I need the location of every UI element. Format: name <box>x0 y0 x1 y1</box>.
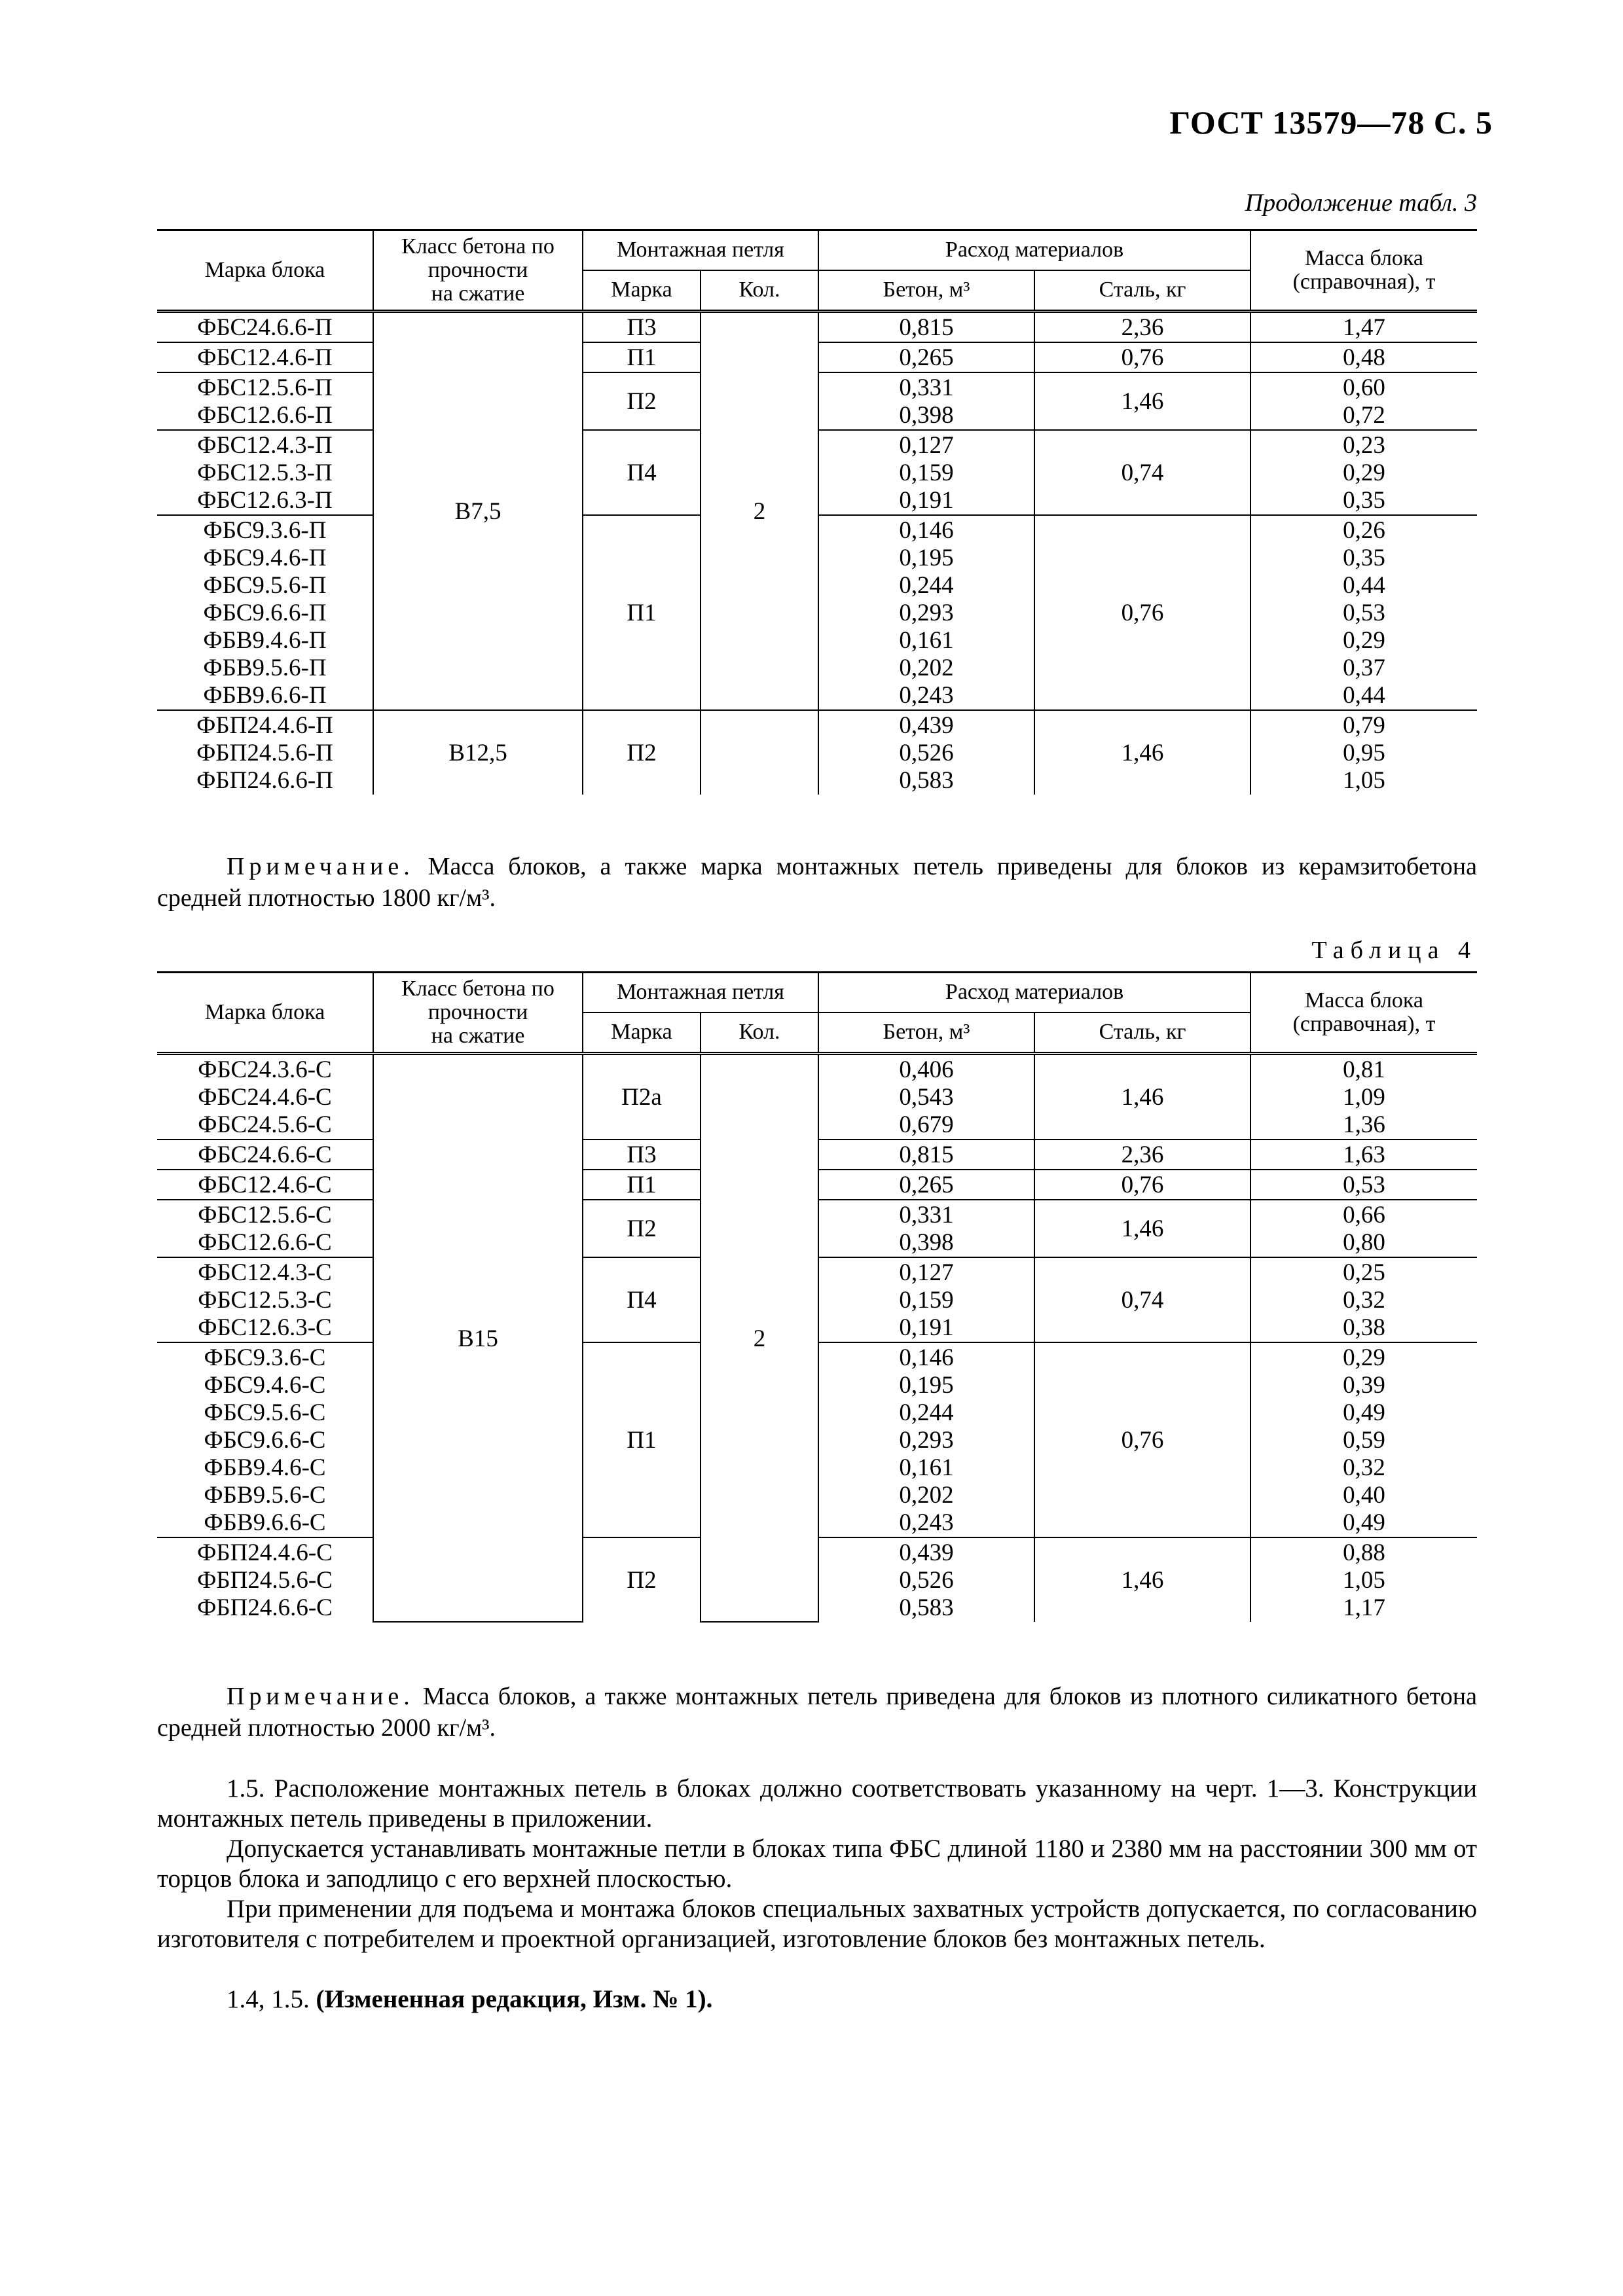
header-concrete: Бетон, м³ <box>818 270 1034 312</box>
loop-mark: П4 <box>583 430 701 515</box>
steel-value: 0,74 <box>1034 430 1250 515</box>
mass-values: 0,81 1,09 1,36 <box>1250 1054 1477 1140</box>
block-names: ФБС24.3.6-С ФБС24.4.6-С ФБС24.5.6-С <box>157 1054 373 1140</box>
block-names: ФБС12.4.6-С <box>157 1170 373 1200</box>
table3-caption: Продолжение табл. 3 <box>1245 189 1477 217</box>
concrete-values: 0,127 0,159 0,191 <box>818 1257 1034 1342</box>
mass-values: 0,48 <box>1250 342 1477 372</box>
note-text: Масса блоков, а также марка монтажных петель приведены для блоков из керамзитобетона средней плотностью 1800 кг/м³. <box>157 853 1477 912</box>
amendment-text: (Измененная редакция, Изм. № 1). <box>316 1985 713 2013</box>
concrete-values: 0,815 <box>818 312 1034 343</box>
header-block: Марка блока <box>157 973 373 1054</box>
page-header: ГОСТ 13579—78 С. 5 <box>1169 104 1493 141</box>
header-block: Марка блока <box>157 230 373 312</box>
steel-value: 1,46 <box>1034 1054 1250 1140</box>
block-names: ФБС9.3.6-С ФБС9.4.6-С ФБС9.5.6-С ФБС9.6.6-С ФБВ9.4.6-С ФБВ9.5.6-С ФБВ9.6.6-С <box>157 1342 373 1537</box>
header-loop: Монтажная петля <box>583 973 818 1013</box>
block-names: ФБП24.4.6-С ФБП24.5.6-С ФБП24.6.6-С <box>157 1537 373 1622</box>
loop-mark: П2 <box>583 710 701 795</box>
header-materials: Расход материалов <box>818 230 1250 270</box>
loop-mark: П2 <box>583 372 701 430</box>
amendment-lead: 1.4, 1.5. <box>227 1985 316 2013</box>
block-names: ФБС12.4.3-С ФБС12.5.3-С ФБС12.6.3-С <box>157 1257 373 1342</box>
header-materials: Расход материалов <box>818 973 1250 1013</box>
loop-mark: П2а <box>583 1054 701 1140</box>
concrete-values: 0,439 0,526 0,583 <box>818 710 1034 795</box>
concrete-values: 0,406 0,543 0,679 <box>818 1054 1034 1140</box>
loop-qty: 2 <box>701 1054 818 1623</box>
loop-mark: П1 <box>583 515 701 710</box>
loop-mark: П3 <box>583 312 701 343</box>
header-mass: Масса блока (справочная), т <box>1250 230 1477 312</box>
header-concrete: Бетон, м³ <box>818 1013 1034 1054</box>
concrete-values: 0,146 0,195 0,244 0,293 0,161 0,202 0,243 <box>818 1342 1034 1537</box>
note-lead: Примечание. <box>227 853 414 880</box>
mass-values: 1,63 <box>1250 1139 1477 1170</box>
concrete-values: 0,146 0,195 0,244 0,293 0,161 0,202 0,243 <box>818 515 1034 710</box>
steel-value: 1,46 <box>1034 1200 1250 1257</box>
header-loop-qty: Кол. <box>701 270 818 312</box>
loop-qty <box>701 710 818 795</box>
block-names: ФБС12.4.3-П ФБС12.5.3-П ФБС12.6.3-П <box>157 430 373 515</box>
block-names: ФБС9.3.6-П ФБС9.4.6-П ФБС9.5.6-П ФБС9.6.6-П ФБВ9.4.6-П ФБВ9.5.6-П ФБВ9.6.6-П <box>157 515 373 710</box>
block-names: ФБС12.5.6-С ФБС12.6.6-С <box>157 1200 373 1257</box>
header-class: Класс бетона по прочности на сжатие <box>373 973 583 1054</box>
concrete-values: 0,815 <box>818 1139 1034 1170</box>
steel-value: 0,76 <box>1034 515 1250 710</box>
concrete-class: В7,5 <box>373 312 583 711</box>
concrete-class: В15 <box>373 1054 583 1623</box>
mass-values: 0,29 0,39 0,49 0,59 0,32 0,40 0,49 <box>1250 1342 1477 1537</box>
table-row <box>157 312 1477 343</box>
steel-value: 1,46 <box>1034 1537 1250 1622</box>
mass-values: 0,66 0,80 <box>1250 1200 1477 1257</box>
block-names: ФБС12.5.6-П ФБС12.6.6-П <box>157 372 373 430</box>
header-loop-qty: Кол. <box>701 1013 818 1054</box>
loop-mark: П2 <box>583 1200 701 1257</box>
loop-mark: П4 <box>583 1257 701 1342</box>
steel-value: 2,36 <box>1034 312 1250 343</box>
block-names: ФБС12.4.6-П <box>157 342 373 372</box>
concrete-class: В12,5 <box>373 710 583 795</box>
concrete-values: 0,265 <box>818 342 1034 372</box>
header-class: Класс бетона по прочности на сжатие <box>373 230 583 312</box>
loop-mark: П2 <box>583 1537 701 1622</box>
header-steel: Сталь, кг <box>1034 270 1250 312</box>
loop-qty: 2 <box>701 312 818 711</box>
note-text: Масса блоков, а также монтажных петель приведена для блоков из плотного силикатного бетона средней плотностью 2000 кг/м³. <box>157 1683 1477 1742</box>
mass-values: 0,88 1,05 1,17 <box>1250 1537 1477 1622</box>
note-lead: Примечание. <box>227 1683 414 1710</box>
mass-values: 0,25 0,32 0,38 <box>1250 1257 1477 1342</box>
concrete-values: 0,331 0,398 <box>818 1200 1034 1257</box>
table4-note <box>157 1681 1477 1744</box>
header-loop: Монтажная петля <box>583 230 818 270</box>
mass-values: 0,60 0,72 <box>1250 372 1477 430</box>
amendment-note <box>157 1984 1477 2015</box>
concrete-values: 0,331 0,398 <box>818 372 1034 430</box>
table4-caption: Таблица 4 <box>1311 937 1477 964</box>
mass-values: 0,23 0,29 0,35 <box>1250 430 1477 515</box>
paragraph-loop-placement: Допускается устанавливать монтажные петли в блоках типа ФБС длиной 1180 и 2380 мм на расстоянии 300 мм от торцов блока и заподлицо с его верхней плоскостью. <box>157 1835 1477 1893</box>
steel-value: 1,46 <box>1034 372 1250 430</box>
mass-values: 0,53 <box>1250 1170 1477 1200</box>
steel-value: 0,76 <box>1034 1342 1250 1537</box>
loop-mark: П1 <box>583 342 701 372</box>
loop-mark: П1 <box>583 1342 701 1537</box>
loop-mark: П1 <box>583 1170 701 1200</box>
steel-value: 2,36 <box>1034 1139 1250 1170</box>
paragraph-1-5: 1.5. Расположение монтажных петель в блоках должно соответствовать указанному на черт. 1—3. Конструкции монтажных петель приведены в приложении. <box>157 1774 1477 1833</box>
concrete-values: 0,439 0,526 0,583 <box>818 1537 1034 1622</box>
paragraph-gripping-devices: При применении для подъема и монтажа блоков специальных захватных устройств допускается, по согласованию изготовителя с потребителем и проектной организацией, изготовление блоков без монтажных петель. <box>157 1895 1477 1953</box>
steel-value: 1,46 <box>1034 710 1250 795</box>
mass-values: 1,47 <box>1250 312 1477 343</box>
concrete-values: 0,265 <box>818 1170 1034 1200</box>
concrete-values: 0,127 0,159 0,191 <box>818 430 1034 515</box>
block-names: ФБС24.6.6-С <box>157 1139 373 1170</box>
block-names: ФБП24.4.6-П ФБП24.5.6-П ФБП24.6.6-П <box>157 710 373 795</box>
table3-note <box>157 851 1477 914</box>
loop-mark: П3 <box>583 1139 701 1170</box>
header-steel: Сталь, кг <box>1034 1013 1250 1054</box>
steel-value: 0,74 <box>1034 1257 1250 1342</box>
steel-value: 0,76 <box>1034 1170 1250 1200</box>
mass-values: 0,26 0,35 0,44 0,53 0,29 0,37 0,44 <box>1250 515 1477 710</box>
block-names: ФБС24.6.6-П <box>157 312 373 343</box>
table-3 <box>157 229 1477 795</box>
header-loop-mark: Марка <box>583 270 701 312</box>
steel-value: 0,76 <box>1034 342 1250 372</box>
table-row <box>157 710 1477 795</box>
header-mass: Масса блока (справочная), т <box>1250 973 1477 1054</box>
header-loop-mark: Марка <box>583 1013 701 1054</box>
table-4 <box>157 971 1477 1623</box>
mass-values: 0,79 0,95 1,05 <box>1250 710 1477 795</box>
table-row <box>157 1054 1477 1140</box>
